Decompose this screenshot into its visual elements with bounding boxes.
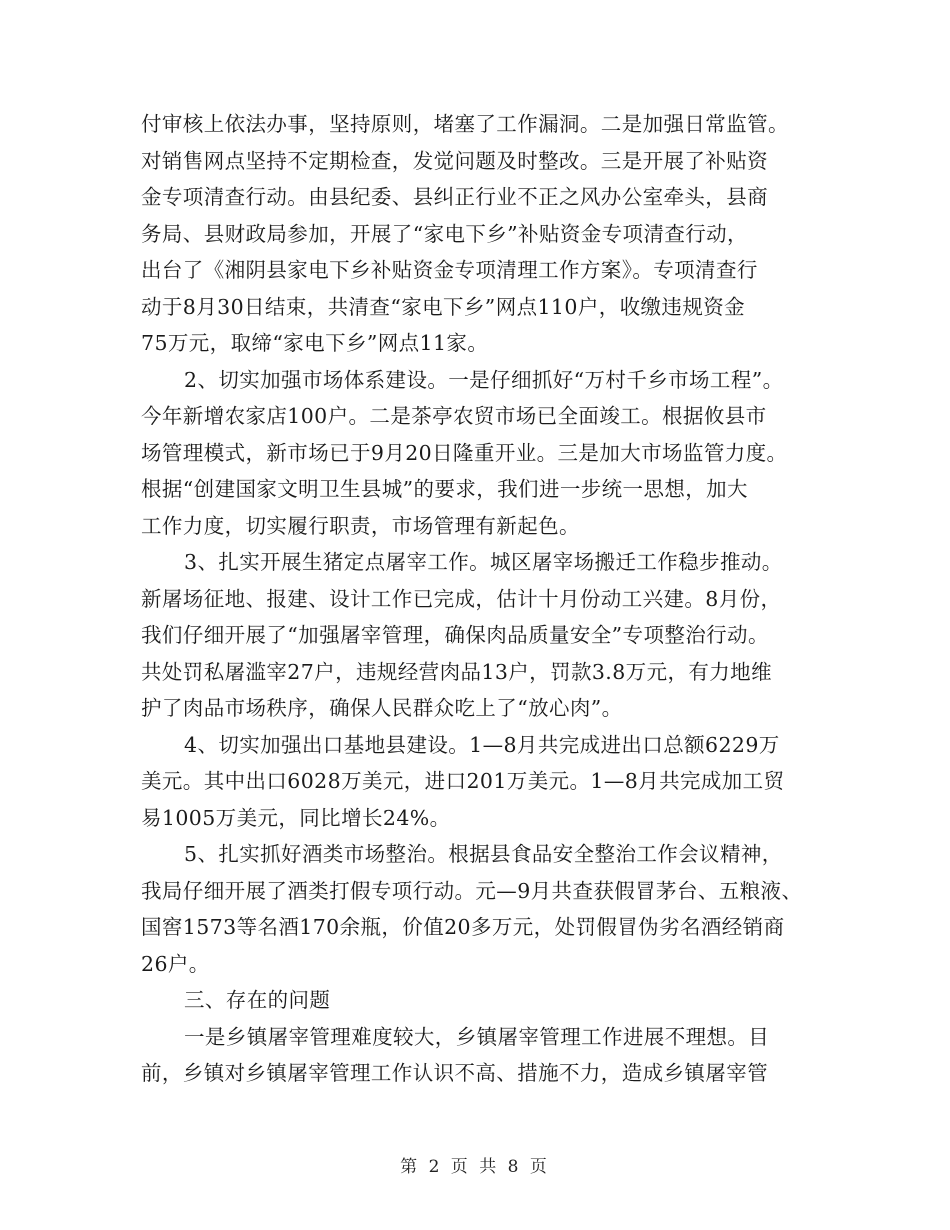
paragraph-start-line: 4、切实加强出口基地县建设。1—8月共完成进出口总额6229万 xyxy=(184,732,780,757)
paragraph-start-line: 2、切实加强市场体系建设。一是仔细抓好“万村千乡市场工程”。 xyxy=(184,367,784,392)
text-line: 护了肉品市场秩序，确保人民群众吃上了“放心肉”。 xyxy=(141,696,623,720)
text-line: 前，乡镇对乡镇屠宰管理工作认识不高、措施不力，造成乡镇屠宰管 xyxy=(141,1061,768,1085)
text-line: 共处罚私屠滥宰27户，违规经营肉品13户，罚款3.8万元，有力地维 xyxy=(141,659,772,684)
text-line: 场管理模式，新市场已于9月20日隆重开业。三是加大市场监管力度。 xyxy=(141,440,788,465)
text-line: 今年新增农家店100户。二是茶亭农贸市场已全面竣工。根据攸县市 xyxy=(141,404,767,428)
text-line: 付审核上依法办事，坚持原则，堵塞了工作漏洞。二是加强日常监管。 xyxy=(141,112,789,136)
text-line: 出台了《湘阴县家电下乡补贴资金专项清理工作方案》。专项清查行 xyxy=(141,258,758,282)
paragraph-start-line: 5、扎实抓好酒类市场整治。根据县食品安全整治工作会议精神， xyxy=(184,842,783,866)
body-text xyxy=(141,106,821,1092)
text-line: 对销售网点坚持不定期检查，发觉问题及时整改。三是开展了补贴资 xyxy=(141,148,768,173)
section-heading: 三、存在的问题 xyxy=(184,988,331,1012)
text-line: 动于8月30日结束，共清查“家电下乡”网点110户，收缴违规资金 xyxy=(141,294,746,319)
page-number-footer: 第 2 页 共 8 页 xyxy=(400,1157,550,1177)
text-line: 我们仔细开展了“加强屠宰管理，确保肉品质量安全”专项整治行动。 xyxy=(141,623,769,647)
text-line: 易1005万美元，同比增长24%。 xyxy=(141,805,451,830)
text-line: 根据“创建国家文明卫生县城”的要求，我们进一步统一思想，加大 xyxy=(141,477,748,501)
text-line: 务局、县财政局参加，开展了“家电下乡”补贴资金专项清查行动， xyxy=(141,221,748,246)
paragraph-start-line: 一是乡镇屠宰管理难度较大，乡镇屠宰管理工作进展不理想。目 xyxy=(184,1024,770,1049)
text-line: 26户。 xyxy=(141,951,210,976)
text-line: 国窖1573等名酒170余瓶，价值20多万元，处罚假冒伪劣名酒经销商 xyxy=(141,915,785,939)
text-line: 新屠场征地、报建、设计工作已完成，估计十月份动工兴建。8月份， xyxy=(141,586,782,611)
text-line: 金专项清查行动。由县纪委、县纠正行业不正之风办公室牵头，县商 xyxy=(141,185,768,209)
text-line: 美元。其中出口6028万美元，进口201万美元。1—8月共完成加工贸 xyxy=(141,769,785,793)
text-line: 工作力度，切实履行职责，市场管理有新起色。 xyxy=(141,513,580,538)
paragraph-start-line: 3、扎实开展生猪定点屠宰工作。城区屠宰场搬迁工作稳步推动。 xyxy=(184,550,783,574)
text-line: 75万元，取缔“家电下乡”网点11家。 xyxy=(141,331,489,355)
text-line: 我局仔细开展了酒类打假专项行动。元—9月共查获假冒茅台、五粮液、 xyxy=(141,878,803,903)
